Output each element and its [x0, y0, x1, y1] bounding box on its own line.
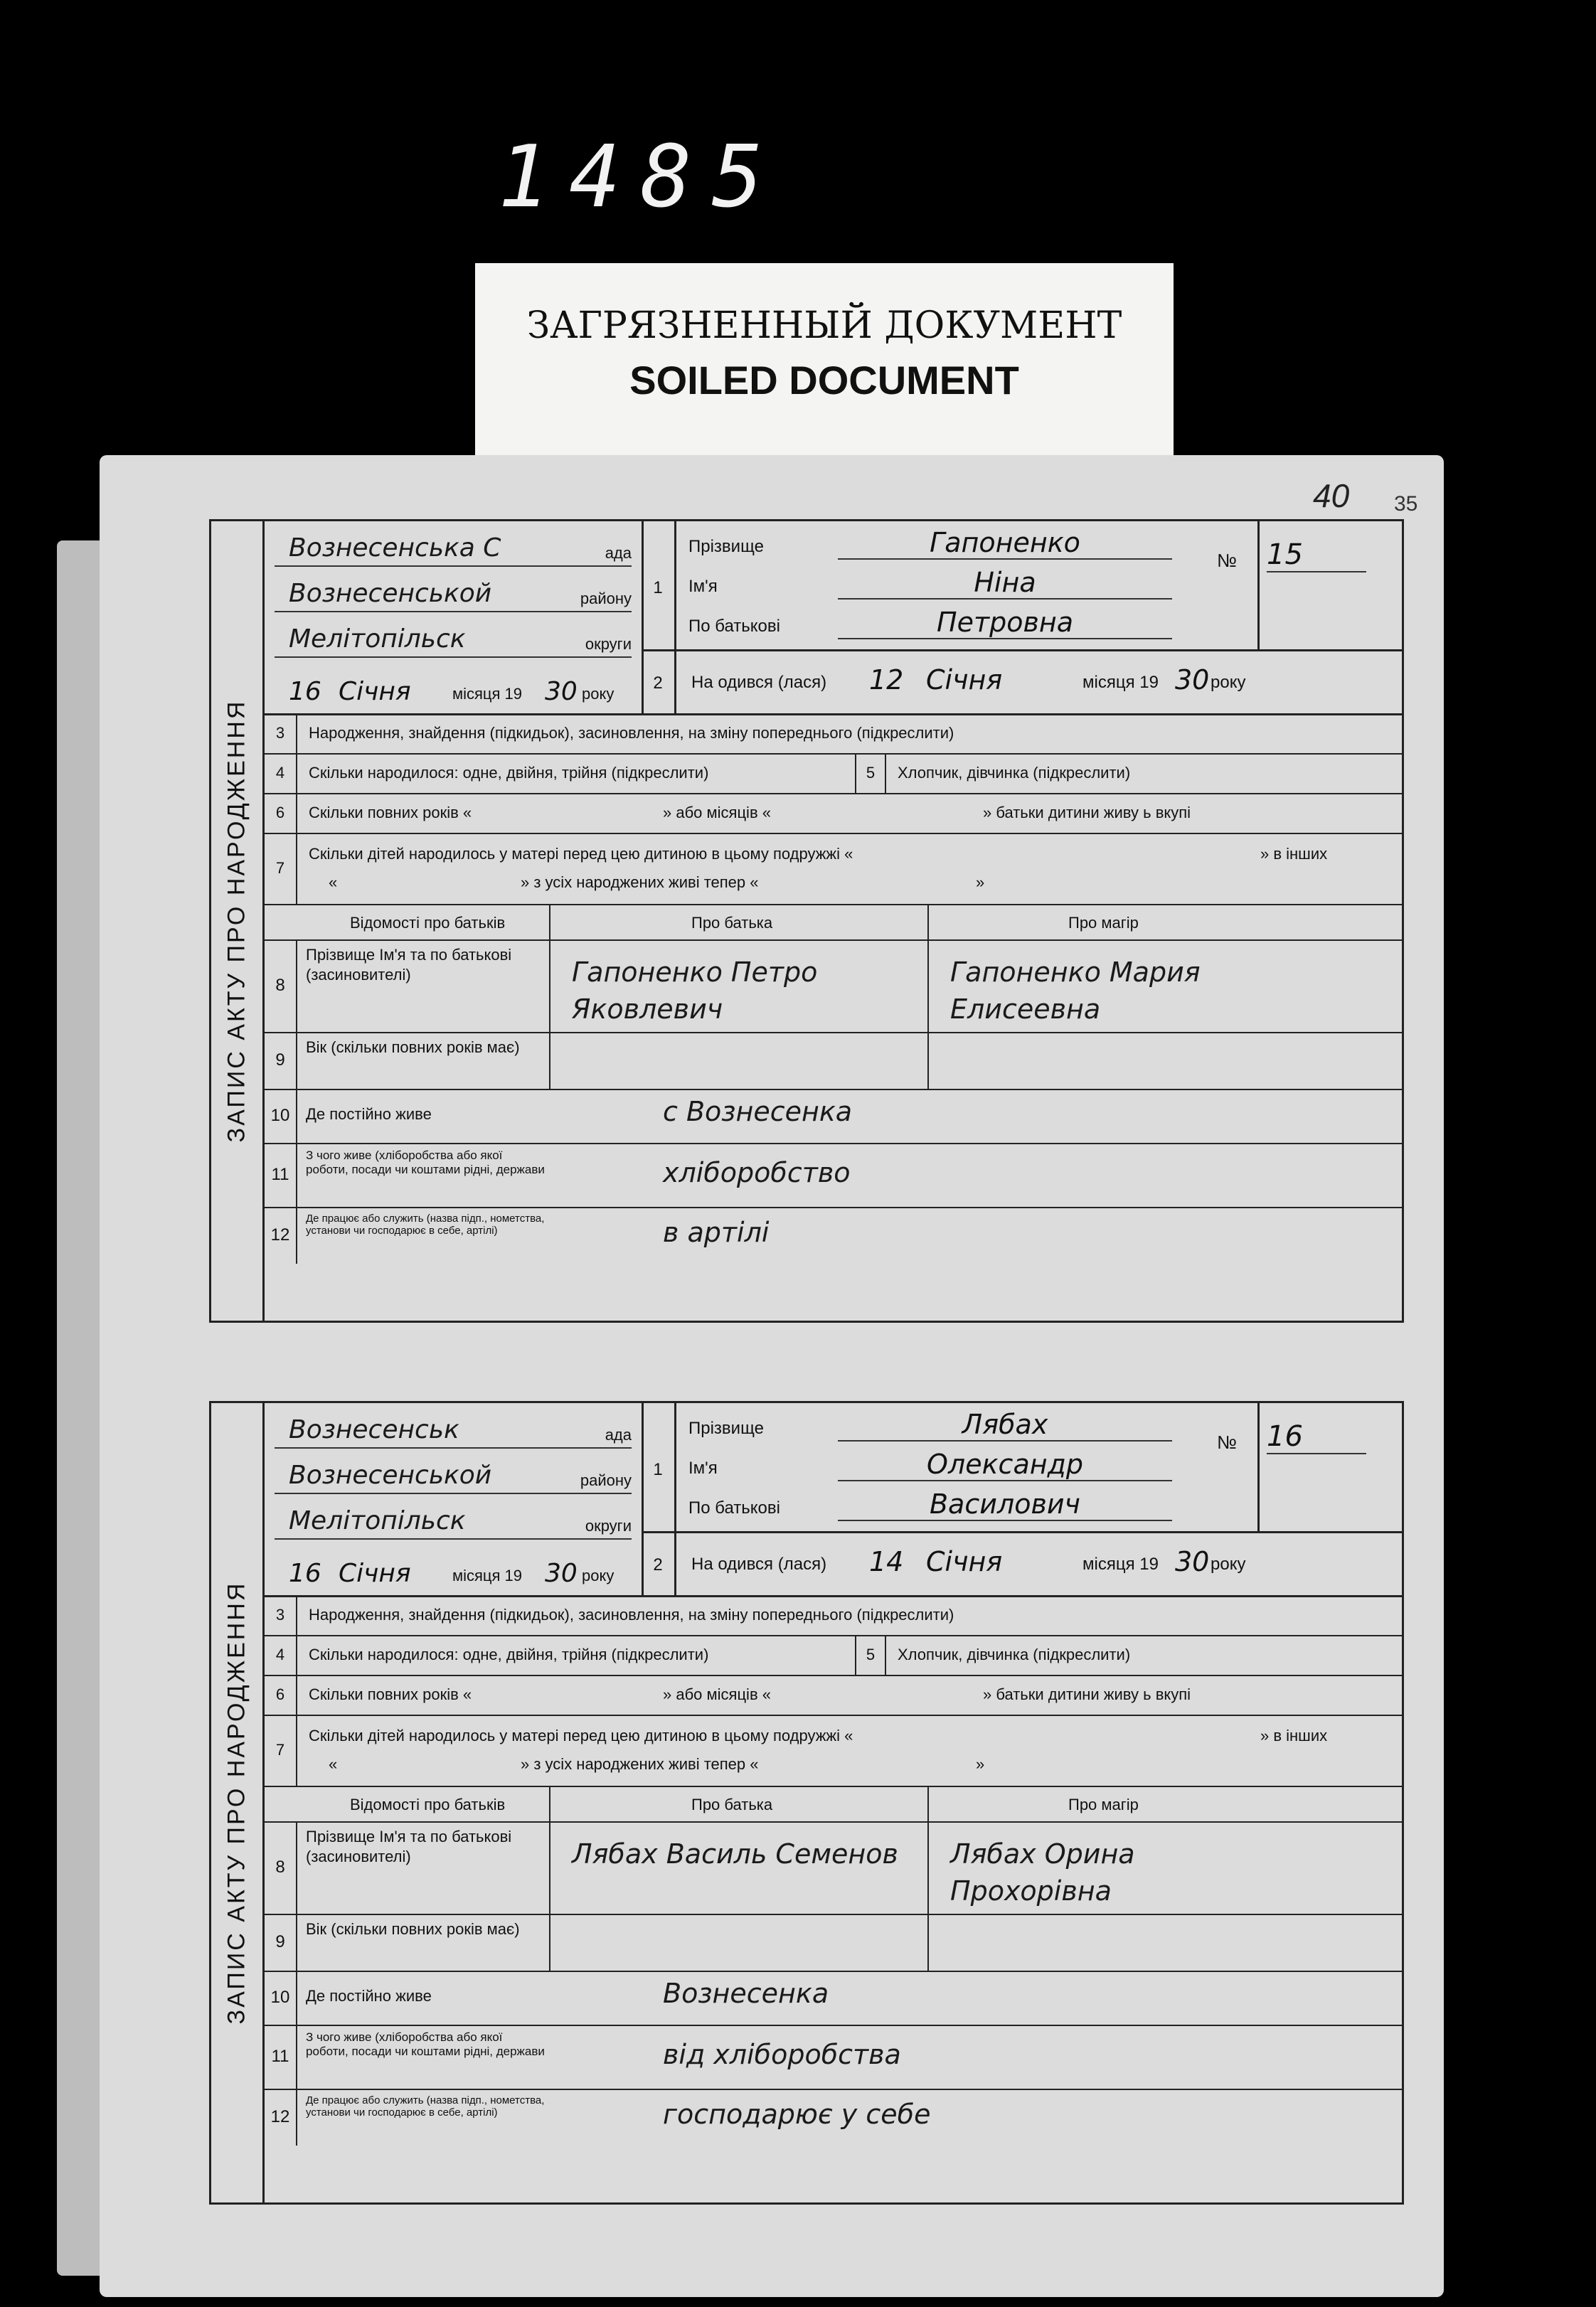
form-label: № [1217, 550, 1237, 571]
residence: Вознесенка [663, 1978, 829, 2009]
registration-place [265, 521, 644, 713]
child-patronymic: Петровна [838, 607, 1172, 639]
form-label: 14 [869, 1546, 904, 1577]
form-label: Де постійно живе [306, 1987, 432, 2005]
form-label: » або місяців « [663, 804, 771, 821]
form-label: » [976, 1755, 985, 1773]
form-label: На одився (лася) [691, 1555, 827, 1574]
form-label: Народження, знайдення (підкидьок), засиновлення, на зміну попереднього (підкреслити) [309, 1606, 954, 1624]
child-surname: Гапоненко [838, 527, 1172, 560]
form-label: Прізвище Ім'я та по батькові (засиновителі) [306, 946, 512, 984]
parents-names-row: 8 Прізвище Ім'я та по батькові (засиновителі) Лябах Василь Семенов Лябах Орина Прохорівна [265, 1821, 1402, 1915]
form-label: 30 [1175, 664, 1210, 696]
form-label: року [582, 685, 615, 703]
form-label: « [329, 873, 338, 891]
record-side-title [209, 1401, 265, 2205]
okrug: Мелітопільск [289, 624, 466, 654]
form-label: Скільки народилося: одне, двійня, трійня (підкреслити) [309, 1646, 709, 1663]
workplace: в артілі [663, 1217, 770, 1248]
okrug: Мелітопільск [289, 1506, 466, 1535]
form-label: Ім'я [688, 1459, 718, 1478]
form-label: Скільки дітей народилось у матері перед цею дитиною в цьому подружжі « [309, 845, 853, 863]
form-label: Відомості про батьків [350, 1796, 506, 1813]
soiled-label-ru: ЗАГРЯЗНЕННЫЙ ДОКУМЕНТ [526, 304, 1122, 347]
form-label: Вік (скільки повних років має) [306, 1920, 520, 1938]
form-label: » [976, 873, 985, 891]
form-label: Січня [339, 1559, 411, 1588]
form-label: Прізвище [688, 537, 764, 556]
form-label: району [580, 590, 632, 607]
form-label: 30 [1175, 1546, 1210, 1577]
record-number [1203, 1403, 1402, 1531]
record-header: Вознесенськ ада Вознесенськой району Мелітопільск округи 16 Січня місяця 19 30 року 1 Прізвище Лябах Ім'я Олександр По батькові Василович № 16 2 На одився (лася) 14 Січня місяця 19 30 року [265, 1403, 1402, 1597]
soiled-label-en: SOILED DOCUMENT [629, 358, 1019, 403]
birth-record-1 [209, 519, 1404, 1323]
form-label: року [1211, 673, 1246, 692]
form-label: ЗАПИС АКТУ ПРО НАРОДЖЕННЯ [223, 1581, 250, 2025]
child-names [674, 1403, 1260, 1531]
registration-place [265, 1403, 644, 1595]
form-label: » батьки дитини живу ь вкупі [983, 804, 1191, 821]
form-label: округи [585, 1517, 632, 1535]
record-number-value: 15 [1267, 538, 1366, 572]
birth-date: 2 На одився (лася) 14 Січня місяця 19 30 року [642, 1531, 1402, 1597]
form-label: № [1217, 1432, 1237, 1453]
form-label: На одився (лася) [691, 673, 827, 692]
form-label: Січня [926, 664, 1003, 696]
form-label: По батькові [688, 617, 780, 636]
form-label: Хлопчик, дівчинка (підкреслити) [898, 1646, 1131, 1663]
form-label: ЗАПИС АКТУ ПРО НАРОДЖЕННЯ [223, 699, 250, 1143]
birth-record-2 [209, 1401, 1404, 2205]
form-label: Про магір [1068, 914, 1139, 932]
form-label: З чого живе (хліборобства або якої роботи, посади чи коштами рідні, держави [306, 2030, 545, 2058]
form-label: Де постійно живе [306, 1105, 432, 1123]
form-label: Скільки народилося: одне, двійня, трійня (підкреслити) [309, 764, 709, 782]
form-label: Про батька [691, 914, 773, 932]
folio-number: 40 [1313, 477, 1350, 514]
form-label: округи [585, 635, 632, 653]
livelihood: від хліборобства [663, 2039, 901, 2070]
record-number-value: 16 [1267, 1420, 1366, 1454]
form-label: Вік (скільки повних років має) [306, 1038, 520, 1056]
form-label: місяця 19 [1082, 1555, 1159, 1574]
mother-name: Гапоненко Мария Елисеевна [950, 957, 1201, 1025]
form-label: Де працює або служить (назва підп., нометства, установи чи господарює в себе, артілі) [306, 2094, 545, 2119]
form-label: Де працює або служить (назва підп., нометства, установи чи господарює в себе, артілі) [306, 1213, 545, 1237]
district: Вознесенськой [289, 1461, 492, 1490]
village-council: Вознесенська С [289, 533, 501, 563]
form-label: ада [605, 1426, 632, 1444]
form-label: Прізвище Ім'я та по батькові (засиновителі) [306, 1828, 512, 1865]
form-label: 30 [545, 1559, 578, 1588]
form-label: Про магір [1068, 1796, 1139, 1813]
form-label: Прізвище [688, 1419, 764, 1438]
record-number [1203, 521, 1402, 649]
father-name: Лябах Василь Семенов [572, 1838, 898, 1870]
form-label: » з усіх народжених живі тепер « [521, 1755, 759, 1773]
folio-number-alt: 35 [1394, 492, 1418, 516]
form-label: 16 [289, 677, 321, 706]
frame-number: 1485 [498, 128, 783, 227]
child-names [674, 521, 1260, 649]
form-label: 30 [545, 677, 578, 706]
form-label: місяця 19 [1082, 673, 1159, 692]
form-label: Скільки повних років « [309, 804, 472, 821]
form-label: 16 [289, 1559, 321, 1588]
form-label: району [580, 1471, 632, 1489]
form-label: ада [605, 544, 632, 562]
form-label: » з усіх народжених живі тепер « [521, 873, 759, 891]
form-label: Скільки повних років « [309, 1685, 472, 1703]
form-label: Ім'я [688, 577, 718, 596]
record-side-title [209, 519, 265, 1323]
record-header: Вознесенська С ада Вознесенськой району Мелітопільск округи 16 Січня місяця 19 30 року 1 Прізвище Гапоненко Ім'я Ніна По батькові Петровна № 15 2 На одився (лася) 12 Січня місяця 19 30 року [265, 521, 1402, 715]
form-label: » в інших [1260, 845, 1328, 863]
form-label: » або місяців « [663, 1685, 771, 1703]
child-name: Ніна [838, 567, 1172, 600]
form-label: року [582, 1567, 615, 1584]
form-label: Відомості про батьків [350, 914, 506, 932]
record-body: Вознесенськ ада Вознесенськой району Мелітопільск округи 16 Січня місяця 19 30 року 1 Прізвище Лябах Ім'я Олександр По батькові Василович № 16 2 На одився (лася) 14 Січня місяця 19 30 року 3 Народження, знайдення (підкидьок), засиновлення, на зміну попереднього (підкреслити) 4 Скільки народилося: одне, двійня, трійня (підкреслити) 5 Хлопчик, дівчинка (підкреслити) 6 Скільки повних років « » або місяців « » батьки дитини живу ь вкупі 7 Скільки дітей народилось у матері перед цею дитиною в цьому подружжі « » в інших « » з усіх народжених живі тепер « » Відомості про батьків Про батька Про магір 8 Прізвище Ім'я та по батькові (засиновителі) Лябах Василь Семенов Лябах Орина Прохорівна 9 Вік (скільки повних років має) 10 Де постійно живе Вознесенка 11 З чого живе (хліборобства або якої роботи, посади чи коштами рідні, держави від хліборобства 12 Де працює або служить (назва підп., нометства, установи чи господарює в себе, артілі) господарює у себе [265, 1401, 1404, 2205]
record-body: Вознесенська С ада Вознесенськой району Мелітопільск округи 16 Січня місяця 19 30 року 1 Прізвище Гапоненко Ім'я Ніна По батькові Петровна № 15 2 На одився (лася) 12 Січня місяця 19 30 року 3 Народження, знайдення (підкидьок), засиновлення, на зміну попереднього (підкреслити) 4 Скільки народилося: одне, двійня, трійня (підкреслити) 5 Хлопчик, дівчинка (підкреслити) 6 Скільки повних років « » або місяців « » батьки дитини живу ь вкупі 7 Скільки дітей народилось у матері перед цею дитиною в цьому подружжі « » в інших « » з усіх народжених живі тепер « » Відомості про батьків Про батька Про магір 8 Прізвище Ім'я та по батькові (засиновителі) Гапоненко Петро Яковлевич Гапоненко Мария Елисеевна 9 Вік (скільки повних років має) 10 Де постійно живе с Вознесенка 11 З чого живе (хліборобства або якої роботи, посади чи коштами рідні, держави хліборобство 12 Де працює або служить (назва підп., нометства, установи чи господарює в себе, артілі) в артілі [265, 519, 1404, 1323]
form-label: Народження, знайдення (підкидьок), засиновлення, на зміну попереднього (підкреслити) [309, 724, 954, 742]
form-label: місяця 19 [452, 1567, 523, 1584]
form-label: По батькові [688, 1498, 780, 1518]
district: Вознесенськой [289, 579, 492, 608]
child-patronymic: Василович [838, 1488, 1172, 1521]
soiled-label [475, 263, 1174, 455]
form-label: Хлопчик, дівчинка (підкреслити) [898, 764, 1131, 782]
form-label: Січня [926, 1546, 1003, 1577]
form-label: Скільки дітей народилось у матері перед цею дитиною в цьому подружжі « [309, 1727, 853, 1744]
form-label: місяця 19 [452, 685, 523, 703]
form-label: З чого живе (хліборобства або якої роботи, посади чи коштами рідні, держави [306, 1149, 545, 1176]
residence: с Вознесенка [663, 1096, 853, 1127]
form-label: » в інших [1260, 1727, 1328, 1744]
father-name: Гапоненко Петро Яковлевич [572, 957, 818, 1025]
village-council: Вознесенськ [289, 1415, 459, 1444]
form-label: Про батька [691, 1796, 773, 1813]
mother-name: Лябах Орина Прохорівна [950, 1838, 1135, 1907]
form-label: року [1211, 1555, 1246, 1574]
form-label: Січня [339, 677, 411, 706]
form-label: « [329, 1755, 338, 1773]
registration-date [275, 666, 630, 706]
workplace: господарює у себе [663, 2099, 931, 2130]
form-label: » батьки дитини живу ь вкупі [983, 1685, 1191, 1703]
child-surname: Лябах [838, 1409, 1172, 1442]
child-name: Олександр [838, 1449, 1172, 1481]
birth-date: 2 На одився (лася) 12 Січня місяця 19 30 року [642, 649, 1402, 715]
parents-names-row: 8 Прізвище Ім'я та по батькові (засиновителі) Гапоненко Петро Яковлевич Гапоненко Мария Елисеевна [265, 939, 1402, 1033]
registration-date [275, 1548, 630, 1588]
livelihood: хліборобство [663, 1157, 851, 1188]
form-label: 12 [869, 664, 904, 696]
